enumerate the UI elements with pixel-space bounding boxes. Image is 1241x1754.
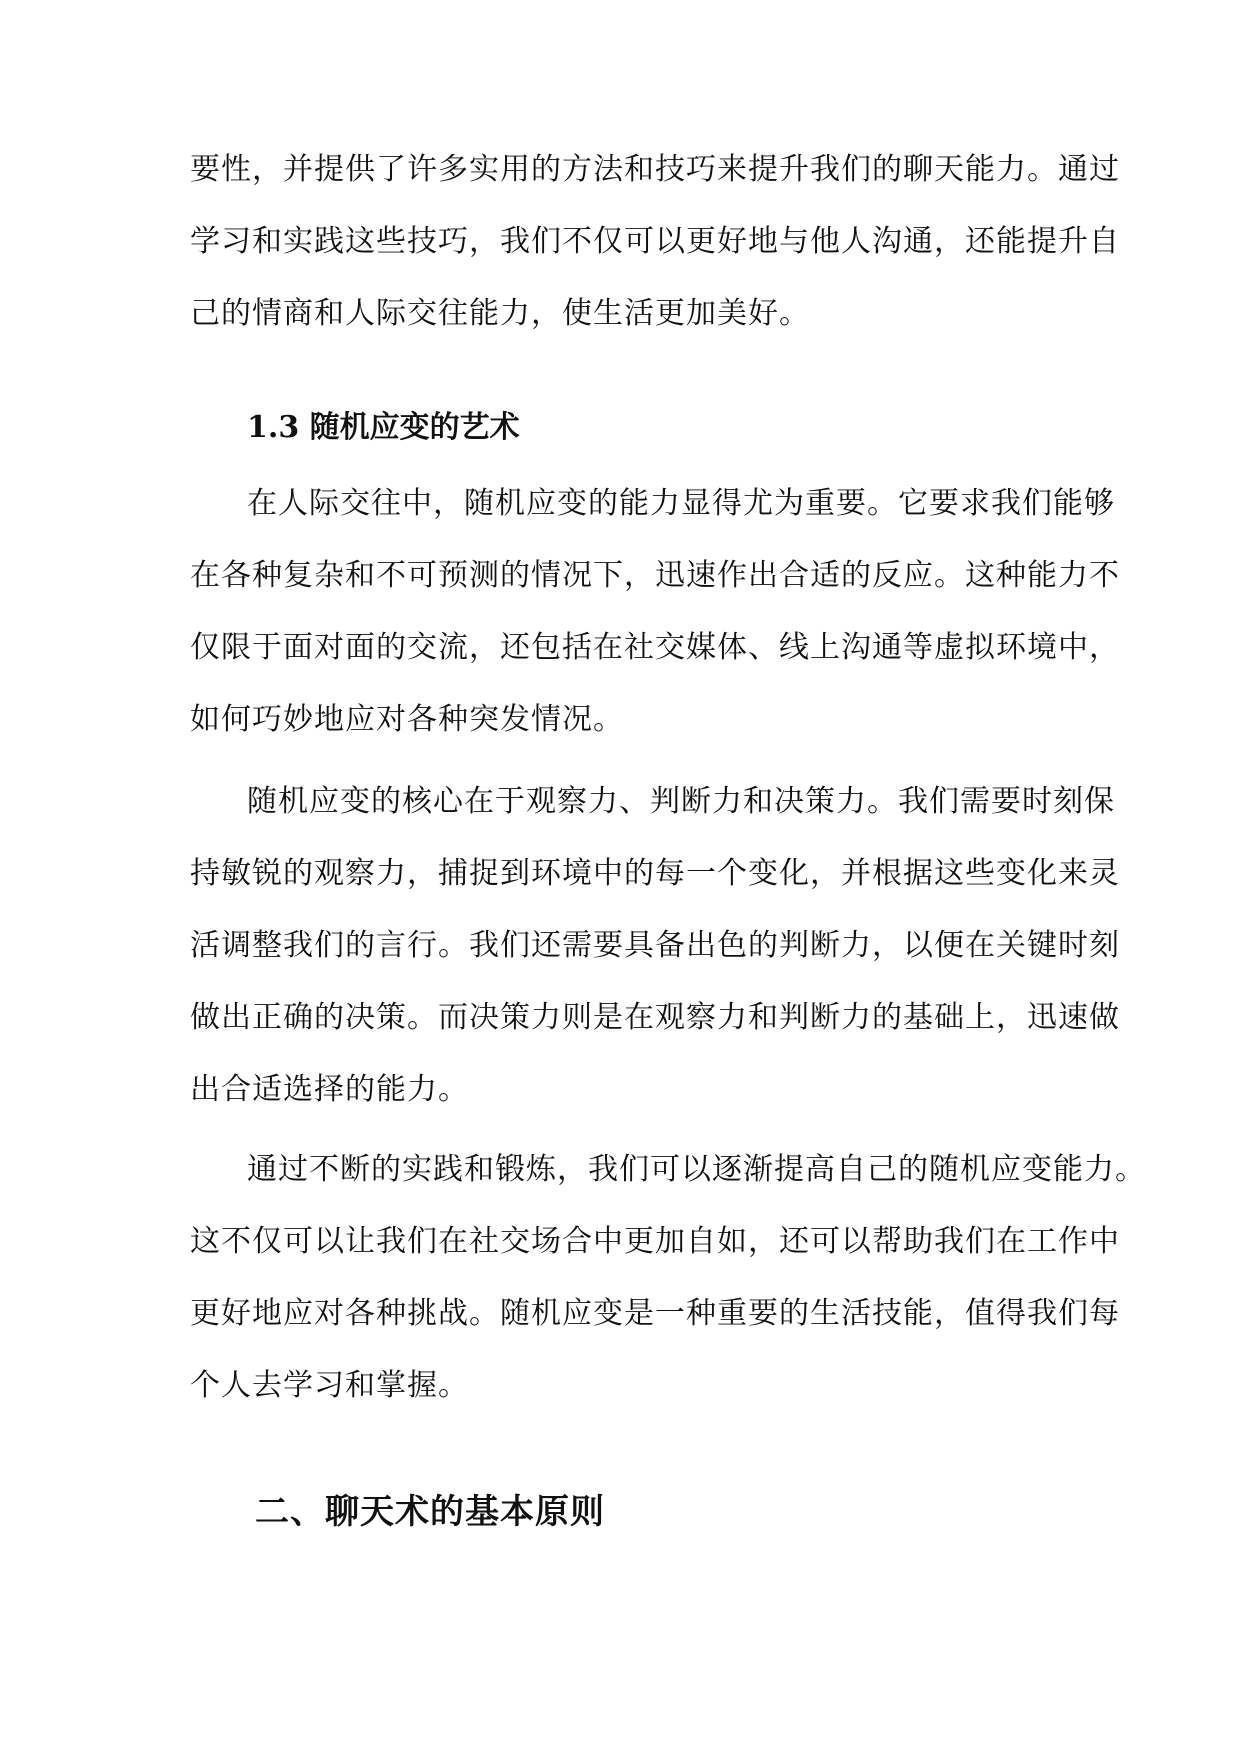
paragraph-1-line-4: 如何巧妙地应对各种突发情况。 bbox=[190, 702, 624, 737]
paragraph-3-line-3: 更好地应对各种挑战。随机应变是一种重要的生活技能，值得我们每 bbox=[190, 1296, 1120, 1331]
paragraph-2-line-1: 随机应变的核心在于观察力、判断力和决策力。我们需要时刻保 bbox=[247, 784, 1115, 819]
paragraph-3-line-4: 个人去学习和掌握。 bbox=[190, 1368, 469, 1403]
paragraph-1-line-1: 在人际交往中，随机应变的能力显得尤为重要。它要求我们能够 bbox=[247, 486, 1115, 521]
section-heading-1-3: 1.3 随机应变的艺术 bbox=[247, 410, 520, 445]
paragraph-3-line-1: 通过不断的实践和锻炼，我们可以逐渐提高自己的随机应变能力。 bbox=[247, 1152, 1146, 1187]
intro-line-3: 己的情商和人际交往能力，使生活更加美好。 bbox=[190, 296, 810, 331]
section-heading-2: 二、聊天术的基本原则 bbox=[255, 1492, 605, 1532]
paragraph-2-line-3: 活调整我们的言行。我们还需要具备出色的判断力，以便在关键时刻 bbox=[190, 928, 1120, 963]
paragraph-3-line-2: 这不仅可以让我们在社交场合中更加自如，还可以帮助我们在工作中 bbox=[190, 1224, 1120, 1259]
paragraph-2-line-5: 出合适选择的能力。 bbox=[190, 1072, 469, 1107]
intro-line-2: 学习和实践这些技巧，我们不仅可以更好地与他人沟通，还能提升自 bbox=[190, 224, 1120, 259]
paragraph-2-line-2: 持敏锐的观察力，捕捉到环境中的每一个变化，并根据这些变化来灵 bbox=[190, 856, 1120, 891]
paragraph-1-line-2: 在各种复杂和不可预测的情况下，迅速作出合适的反应。这种能力不 bbox=[190, 558, 1120, 593]
intro-line-1: 要性，并提供了许多实用的方法和技巧来提升我们的聊天能力。通过 bbox=[190, 152, 1120, 187]
paragraph-1-line-3: 仅限于面对面的交流，还包括在社交媒体、线上沟通等虚拟环境中， bbox=[190, 630, 1120, 665]
paragraph-2-line-4: 做出正确的决策。而决策力则是在观察力和判断力的基础上，迅速做 bbox=[190, 1000, 1120, 1035]
